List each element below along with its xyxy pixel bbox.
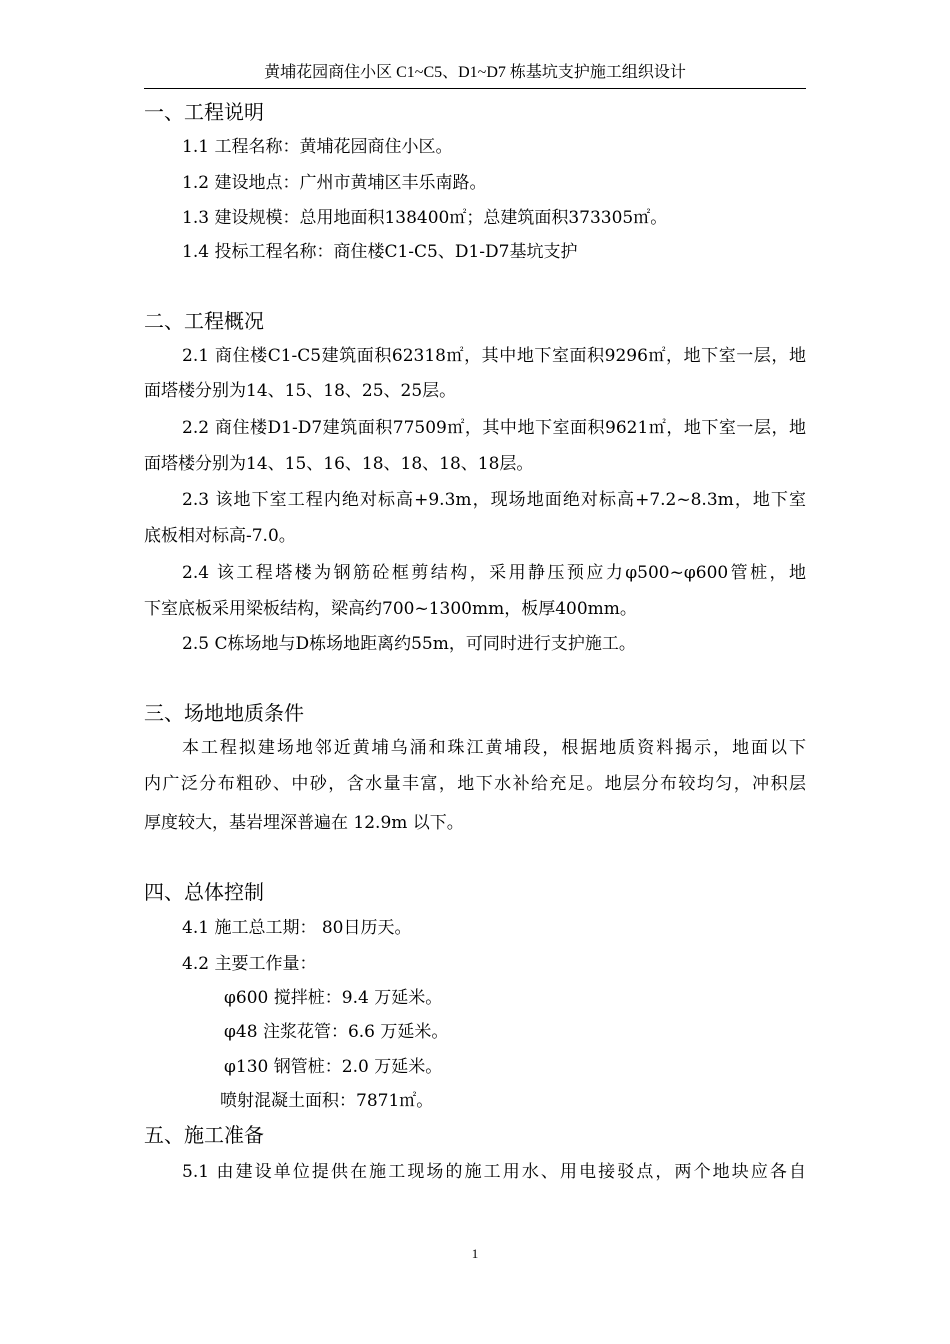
item-4-2: 4.2 主要工作量： bbox=[182, 954, 317, 974]
item-2-4-line-2: 下室底板采用梁板结构，梁高约700~1300mm，板厚400mm。 bbox=[144, 599, 637, 619]
item-1-3: 1.3 建设规模：总用地面积138400㎡；总建筑面积373305㎡。 bbox=[182, 208, 668, 228]
section-4-heading: 四、总体控制 bbox=[144, 880, 264, 904]
item-1-1: 1.1 工程名称：黄埔花园商住小区。 bbox=[182, 137, 453, 157]
quantity-grout-pipe: φ48 注浆花管：6.6 万延米。 bbox=[224, 1022, 449, 1042]
quantity-steel-pipe-pile: φ130 钢管桩：2.0 万延米。 bbox=[224, 1057, 443, 1077]
item-2-3-line-1: 2.3 该地下室工程内绝对标高+9.3m，现场地面绝对标高+7.2~8.3m，地下室 bbox=[182, 490, 806, 510]
item-1-4: 1.4 投标工程名称：商住楼C1-C5、D1-D7基坑支护 bbox=[182, 242, 578, 262]
item-2-3-line-2: 底板相对标高-7.0。 bbox=[144, 526, 296, 546]
item-2-1-line-1: 2.1 商住楼C1-C5建筑面积62318㎡，其中地下室面积9296㎡，地下室一层，地 bbox=[182, 346, 806, 366]
geology-line-1: 本工程拟建场地邻近黄埔乌涌和珠江黄埔段，根据地质资料揭示，地面以下 bbox=[182, 738, 806, 758]
quantity-mixing-pile: φ600 搅拌桩：9.4 万延米。 bbox=[224, 988, 443, 1008]
item-5-1: 5.1 由建设单位提供在施工现场的施工用水、用电接驳点，两个地块应各自 bbox=[182, 1162, 806, 1182]
section-5-heading: 五、施工准备 bbox=[144, 1123, 264, 1147]
header-rule bbox=[144, 88, 806, 89]
page-header: 黄埔花园商住小区 C1~C5、D1~D7 栋基坑支护施工组织设计 bbox=[264, 64, 686, 81]
item-2-2-line-1: 2.2 商住楼D1-D7建筑面积77509㎡，其中地下室面积9621㎡，地下室一层，地 bbox=[182, 418, 806, 438]
item-2-2-line-2: 面塔楼分别为14、15、16、18、18、18、18层。 bbox=[144, 454, 534, 474]
section-2-heading: 二、工程概况 bbox=[144, 309, 264, 333]
item-2-1-line-2: 面塔楼分别为14、15、18、25、25层。 bbox=[144, 381, 457, 401]
item-2-5: 2.5 C栋场地与D栋场地距离约55m，可同时进行支护施工。 bbox=[182, 634, 636, 654]
section-1-heading: 一、工程说明 bbox=[144, 100, 264, 124]
geology-line-2: 内广泛分布粗砂、中砂，含水量丰富，地下水补给充足。地层分布较均匀，冲积层 bbox=[144, 774, 806, 794]
item-1-2: 1.2 建设地点：广州市黄埔区丰乐南路。 bbox=[182, 173, 487, 193]
quantity-shotcrete: 喷射混凝土面积：7871㎡。 bbox=[220, 1091, 434, 1111]
page-number: 1 bbox=[471, 1246, 479, 1261]
item-4-1: 4.1 施工总工期： 80日历天。 bbox=[182, 918, 412, 938]
section-3-heading: 三、场地地质条件 bbox=[144, 701, 304, 725]
item-2-4-line-1: 2.4 该工程塔楼为钢筋砼框剪结构，采用静压预应力φ500~φ600管桩，地 bbox=[182, 563, 806, 583]
geology-line-3: 厚度较大，基岩埋深普遍在 12.9m 以下。 bbox=[144, 813, 464, 833]
